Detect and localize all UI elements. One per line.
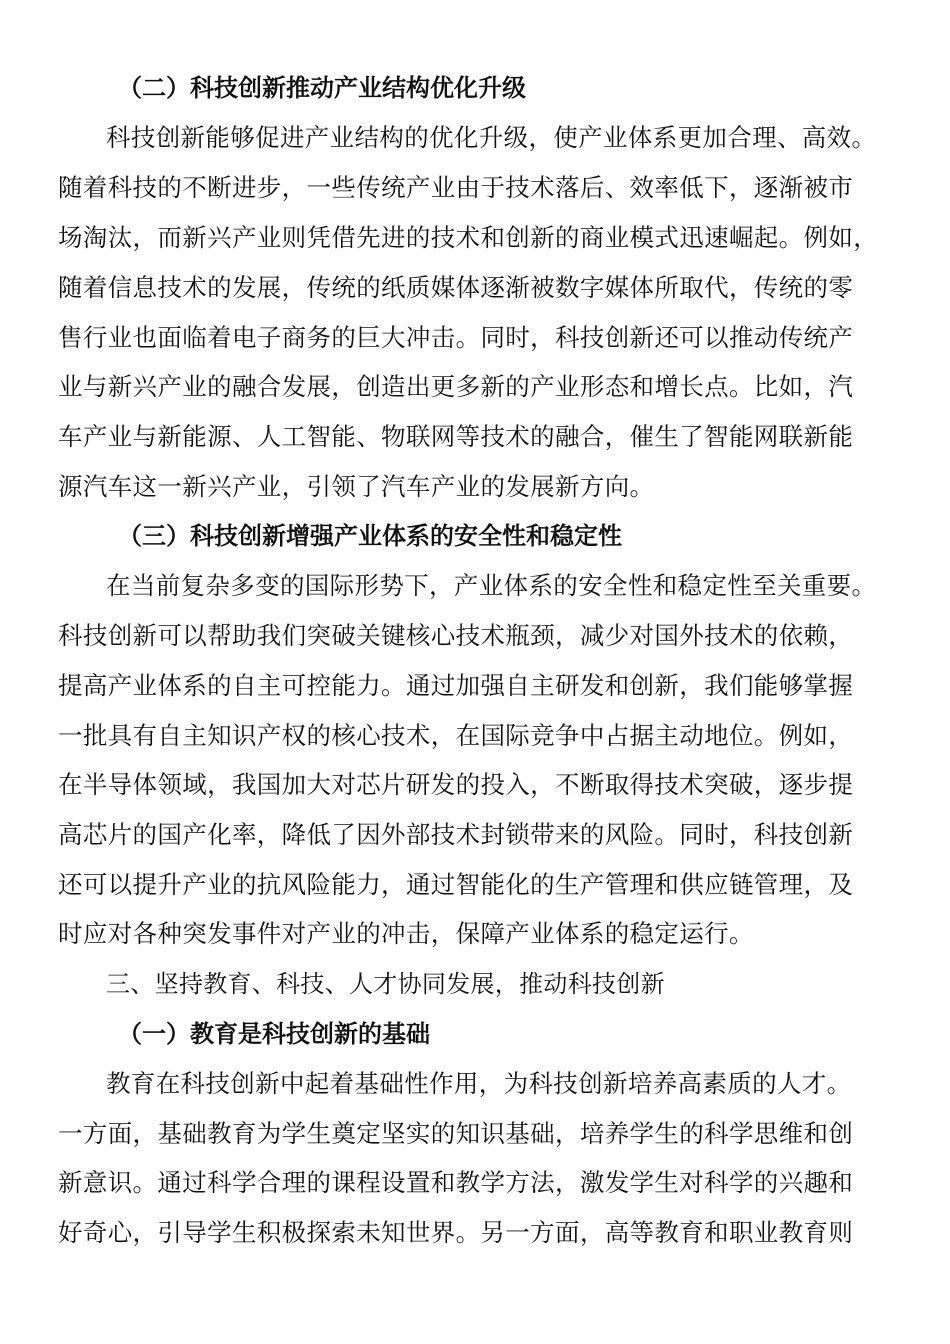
paragraph-line: 教育在科技创新中起着基础性作用，为科技创新培养高素质的人才。: [106, 1069, 852, 1098]
paragraph-line: 在半导体领域，我国加大对芯片研发的投入，不断取得技术突破，逐步提: [58, 770, 854, 799]
paragraph-line: 场淘汰，而新兴产业则凭借先进的技术和创新的商业模式迅速崛起。例如，: [58, 223, 879, 252]
heading-2: （二）科技创新推动产业结构优化升级: [118, 74, 526, 102]
paragraph-line: 科技创新可以帮助我们突破关键核心技术瓶颈，减少对国外技术的依赖，: [58, 621, 854, 650]
section-heading-3: 三、坚持教育、科技、人才协同发展，推动科技创新: [106, 970, 665, 998]
paragraph-line: 源汽车这一新兴产业，引领了汽车产业的发展新方向。: [58, 472, 655, 501]
paragraph-line: 好奇心，引导学生积极探索未知世界。另一方面，高等教育和职业教育则: [58, 1218, 854, 1247]
paragraph-line: 还可以提升产业的抗风险能力，通过智能化的生产管理和供应链管理，及: [58, 870, 854, 899]
paragraph-line: 高芯片的国产化率，降低了因外部技术封锁带来的风险。同时，科技创新: [58, 820, 854, 849]
paragraph-line: 一批具有自主知识产权的核心技术，在国际竞争中占据主动地位。例如，: [58, 721, 854, 750]
paragraph-line: 售行业也面临着电子商务的巨大冲击。同时，科技创新还可以推动传统产: [58, 323, 854, 352]
paragraph-line: 业与新兴产业的融合发展，创造出更多新的产业形态和增长点。比如，汽: [58, 372, 854, 401]
paragraph-line: 提高产业体系的自主可控能力。通过加强自主研发和创新，我们能够掌握: [58, 671, 854, 700]
heading-3-1: （一）教育是科技创新的基础: [118, 1020, 430, 1048]
paragraph-line: 随着科技的不断进步，一些传统产业由于技术落后、效率低下，逐渐被市: [58, 173, 854, 202]
paragraph-line: 科技创新能够促进产业结构的优化升级，使产业体系更加合理、高效。: [106, 123, 877, 152]
paragraph-line: 一方面，基础教育为学生奠定坚实的知识基础，培养学生的科学思维和创: [58, 1119, 854, 1148]
paragraph-line: 时应对各种突发事件对产业的冲击，保障产业体系的稳定运行。: [58, 919, 754, 948]
heading-3: （三）科技创新增强产业体系的安全性和稳定性: [118, 522, 622, 550]
paragraph-line: 车产业与新能源、人工智能、物联网等技术的融合，催生了智能网联新能: [58, 422, 854, 451]
paragraph-line: 在当前复杂多变的国际形势下，产业体系的安全性和稳定性至关重要。: [106, 571, 877, 600]
paragraph-line: 新意识。通过科学合理的课程设置和教学方法，激发学生对科学的兴趣和: [58, 1168, 854, 1197]
paragraph-line: 随着信息技术的发展，传统的纸质媒体逐渐被数字媒体所取代，传统的零: [58, 273, 854, 302]
